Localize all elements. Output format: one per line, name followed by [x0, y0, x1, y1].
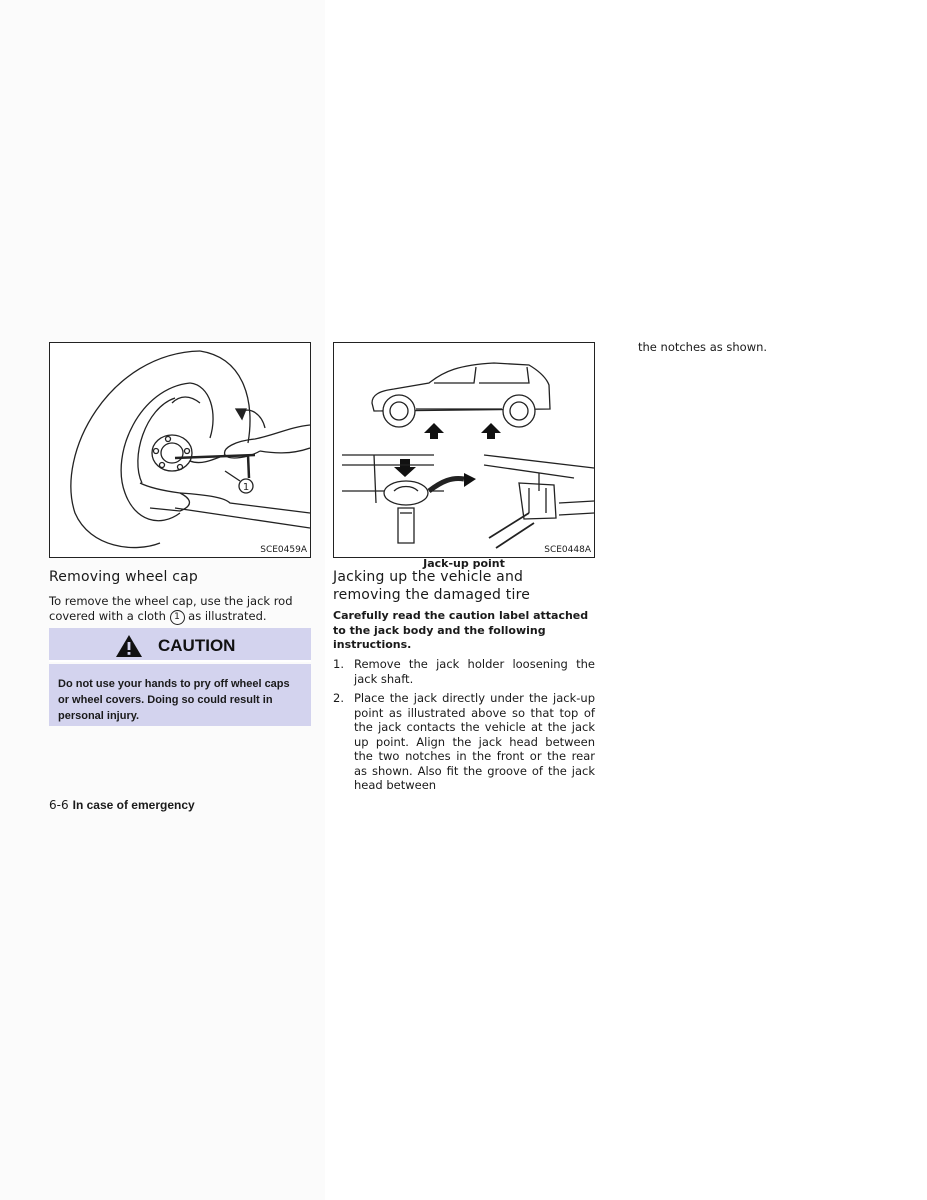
intro-text: To remove the wheel cap, use the jack rod covered with a cloth [49, 594, 293, 623]
wheel-cap-illustration [49, 342, 311, 558]
section-heading-line1: Jacking up the vehicle and [333, 569, 524, 585]
caution-text: Do not use your hands to pry off wheel caps or wheel covers. Doing so could result in personal injury. [49, 664, 311, 726]
intro-paragraph [49, 594, 311, 625]
list-text: Place the jack directly under the jack-up point as illustrated above so that top of the jack contacts the vehicle at the jack up point. Align the jack head between the two notches in the front or the rear as shown. Also fit the groove of the jack head between [354, 691, 595, 792]
continuation-text: the notches as shown. [638, 340, 768, 354]
page-footer [49, 798, 195, 812]
figure-code: SCE0459A [260, 545, 307, 555]
section-heading-line2: removing the damaged tire [333, 587, 531, 603]
caution-header [49, 628, 311, 662]
jack-up-drawing [334, 343, 594, 557]
callout-marker: 1 [170, 610, 185, 625]
list-item [333, 691, 595, 793]
figure-code: SCE0448A [544, 545, 591, 555]
instructions-intro: Carefully read the caution label attached to the jack body and the following instructions. [333, 609, 589, 651]
warning-triangle-icon [115, 634, 143, 658]
list-text: Remove the jack holder loosening the jack shaft. [354, 657, 595, 686]
figure-caption: Jack-up point [423, 557, 505, 570]
section-heading: Removing wheel cap [49, 569, 198, 585]
callout-number: 1 [242, 482, 250, 493]
page-number: 6-6 [49, 798, 69, 812]
jack-up-point-illustration [333, 342, 595, 558]
list-item [333, 657, 595, 687]
wheel-cap-drawing [50, 343, 310, 557]
caution-title: CAUTION [158, 636, 236, 655]
intro-text-end: as illustrated. [188, 608, 267, 623]
list-number: 2. [333, 691, 344, 705]
section-title: In case of emergency [72, 798, 195, 812]
list-number: 1. [333, 657, 344, 671]
